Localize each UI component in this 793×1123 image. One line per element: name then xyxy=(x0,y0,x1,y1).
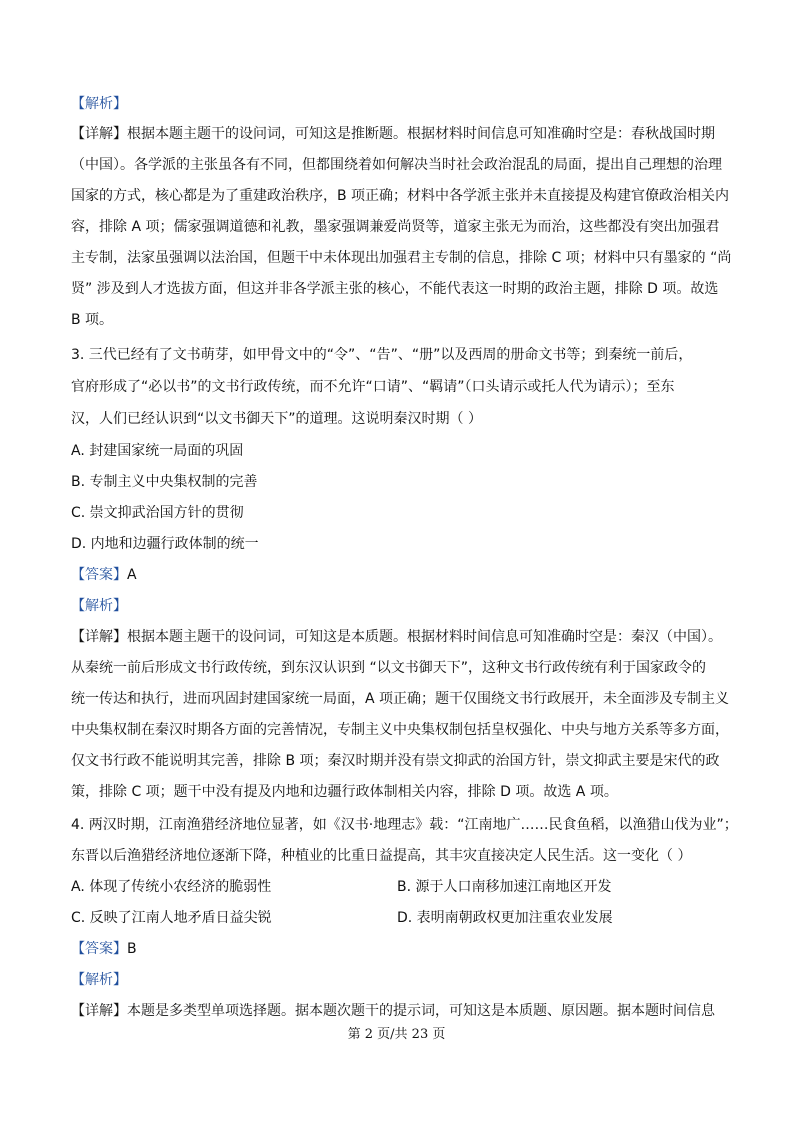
detail-line: 【详解】本题是多类型单项选择题。据本题次题干的提示词，可知这是本质题、原因题。据本题时间信息 xyxy=(71,1003,715,1019)
question-3-answer xyxy=(71,565,731,585)
detail-line: 策，排除 C 项；题干中没有提及内地和边疆行政体制相关内容，排除 D 项。故选 A 项。 xyxy=(71,784,618,800)
detail-line: 【详解】根据本题主题干的设问词，可知这是本质题。根据材料时间信息可知准确时空是：秦汉（中国）。 xyxy=(71,629,722,645)
question-3-option-d: D. 内地和边疆行政体制的统一 xyxy=(71,536,259,552)
detail-line: 从秦统一前后形成文书行政传统，到东汉认识到 “以文书御天下”，这种文书行政传统有利于国家政令的 xyxy=(71,660,706,676)
analysis-label: 【解析】 xyxy=(71,598,127,614)
detail-line: 仅文书行政不能说明其完善，排除 B 项；秦汉时期并没有崇文抑武的治国方针，崇文抑武主要是宋代的政 xyxy=(71,753,720,769)
detail-line: 国家的方式，核心都是为了重建政治秩序，B 项正确；材料中各学派主张并未直接提及构建官僚政治相关内 xyxy=(71,188,730,204)
question-3-stem: 官府形成了“必以书”的文书行政传统，而不允许“口请”、“羁请”（口头请示或托人代为请示）；至东 xyxy=(71,379,675,395)
detail-line: 中央集权制在秦汉时期各方面的完善情况，专制主义中央集权制包括皇权强化、中央与地方关系等多方面， xyxy=(71,722,729,738)
analysis-label: 【解析】 xyxy=(71,96,127,112)
question-3-stem: 汉，人们已经认识到“以文书御天下”的道理。这说明秦汉时期（ ） xyxy=(71,411,482,427)
answer-label: 【答案】 xyxy=(71,941,127,957)
question-4-stem: 4. 两汉时期，江南渔猎经济地位显著，如《汉书·地理志》载：“江南地广……民食鱼稻，以渔猎山伐为业”； xyxy=(71,817,738,833)
question-3-stem: 3. 三代已经有了文书萌芽，如甲骨文中的“令”、“告”、“册”以及西周的册命文书等；到秦统一前后， xyxy=(71,347,693,363)
detail-line: 主专制，法家虽强调以法治国，但题干中未体现出加强君主专制的信息，排除 C 项；材料中只有墨家的 “尚 xyxy=(71,250,732,266)
answer-label: 【答案】 xyxy=(71,567,127,583)
detail-line: B 项。 xyxy=(71,312,114,328)
answer-value: B xyxy=(127,941,137,957)
question-4-answer xyxy=(71,939,731,959)
question-4-option-a: A. 体现了传统小农经济的脆弱性 xyxy=(71,879,272,895)
page-number: 第 2 页/共 23 页 xyxy=(347,1027,446,1042)
analysis-label: 【解析】 xyxy=(71,972,127,988)
detail-line: 贤” 涉及到人才选拔方面，但这并非各学派主张的核心，不能代表这一时期的政治主题，排除 D 项。故选 xyxy=(71,281,719,297)
answer-value: A xyxy=(127,567,137,583)
question-4-stem: 东晋以后渔猎经济地位逐渐下降，种植业的比重日益提高，其丰灾直接决定人民生活。这一变化（ ） xyxy=(71,848,692,864)
detail-line: 统一传达和执行，进而巩固封建国家统一局面，A 项正确；题干仅围绕文书行政展开，未全面涉及专制主义 xyxy=(71,691,730,707)
detail-line: 容，排除 A 项；儒家强调道德和礼教，墨家强调兼爱尚贤等，道家主张无为而治，这些都没有突出加强君 xyxy=(71,219,720,235)
detail-line: 【详解】根据本题主题干的设问词，可知这是推断题。根据材料时间信息可知准确时空是：春秋战国时期 xyxy=(71,126,715,142)
question-3-option-b: B. 专制主义中央集权制的完善 xyxy=(71,474,258,490)
detail-line: （中国）。各学派的主张虽各有不同，但都围绕着如何解决当时社会政治混乱的局面，提出自己理想的治理 xyxy=(71,157,722,173)
question-3-option-c: C. 崇文抑武治国方针的贯彻 xyxy=(71,505,244,521)
question-4-option-b: B. 源于人口南移加速江南地区开发 xyxy=(397,879,612,895)
question-3-option-a: A. 封建国家统一局面的巩固 xyxy=(71,443,244,459)
question-4-option-c: C. 反映了江南人地矛盾日益尖锐 xyxy=(71,910,272,926)
question-4-option-d: D. 表明南朝政权更加注重农业发展 xyxy=(397,910,613,926)
